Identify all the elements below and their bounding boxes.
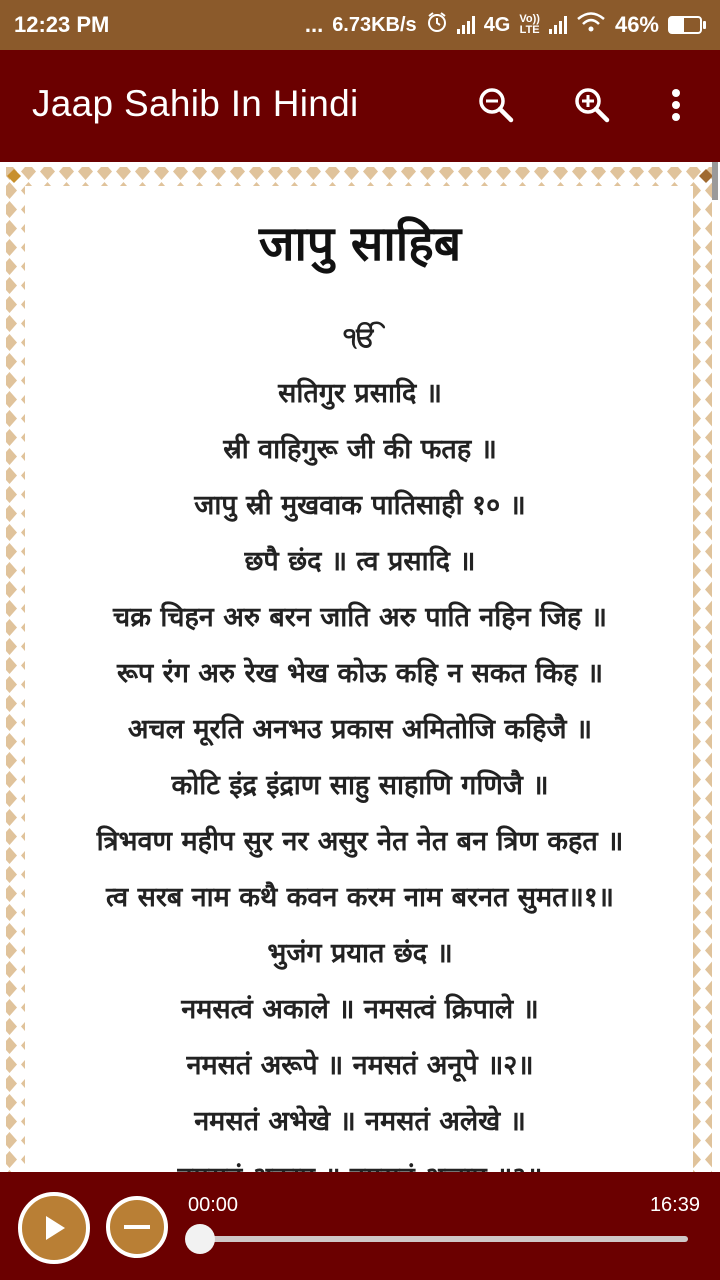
- verse-line: स्री वाहिगुरू जी की फतह ॥: [223, 434, 497, 465]
- play-button[interactable]: [18, 1192, 90, 1264]
- current-time: 00:00: [188, 1194, 239, 1216]
- battery-percent: 46%: [614, 12, 659, 37]
- verse-line: नमसत्वं अकाले ॥ नमसत्वं क्रिपाले ॥: [181, 994, 539, 1025]
- verse-line: रूप रंग अरु रेख भेख कोऊ कहि न सकत किह ॥: [116, 658, 604, 689]
- verse-line: कोटि इंद्र इंद्राण साहु साहाणि गणिजै ॥: [171, 770, 549, 801]
- play-icon: [39, 1213, 69, 1243]
- verse-line: त्रिभवण महीप सुर नर असुर नेत नेत बन त्रिण कहत ॥: [96, 826, 624, 857]
- wifi-icon: [576, 11, 606, 39]
- seek-bar[interactable]: [200, 1236, 688, 1242]
- verse-line: सतिगुर प्रसादि ॥: [278, 378, 442, 409]
- stop-button[interactable]: [106, 1196, 168, 1258]
- text-area: [24, 182, 696, 1206]
- verse-line: अचल मूरति अनभउ प्रकास अमितोजि कहिजै ॥: [127, 714, 593, 745]
- volte-badge: [519, 14, 540, 36]
- scrollbar[interactable]: [712, 162, 718, 200]
- verse-list: [24, 310, 696, 1206]
- verse-line: भुजंग प्रयात छंद ॥: [267, 938, 453, 969]
- more-dots: ...: [304, 12, 324, 37]
- status-time: 12:23 PM: [14, 12, 110, 37]
- volte-bottom: LTE: [519, 24, 540, 36]
- content-area[interactable]: [0, 162, 720, 1172]
- alarm-icon: [426, 11, 448, 39]
- network-speed: 6.73KB/s: [332, 13, 417, 36]
- network-type: 4G: [483, 13, 511, 36]
- status-bar: [0, 0, 720, 50]
- zoom-in-icon: [572, 85, 612, 125]
- verse-line: जापु स्री मुखवाक पातिसाही १० ॥: [194, 490, 526, 521]
- seek-thumb[interactable]: [185, 1224, 215, 1254]
- volte-top: Vo)): [519, 13, 540, 25]
- verse-line: चक्र चिहन अरु बरन जाति अरु पाति नहिन जिह ॥: [113, 602, 607, 633]
- app-bar: [0, 50, 720, 162]
- verse-line: नमसतं अभेखे ॥ नमसतं अलेखे ॥: [194, 1106, 526, 1137]
- battery-icon: [668, 16, 706, 34]
- zoom-out-button[interactable]: [471, 80, 521, 130]
- page-title: जापु साहिब: [258, 216, 462, 272]
- app-title: Jaap Sahib In Hindi: [32, 83, 359, 124]
- minus-icon: [123, 1213, 151, 1241]
- overflow-menu-button[interactable]: [651, 80, 701, 130]
- signal-icon: [457, 16, 475, 34]
- audio-player: [0, 1172, 720, 1280]
- verse-line: छपै छंद ॥ त्व प्रसादि ॥: [244, 546, 476, 577]
- status-indicators: [305, 11, 706, 39]
- ik-onkar-line: ੴ: [343, 322, 377, 353]
- verse-line: त्व सरब नाम कथै कवन करम नाम बरनत सुमत॥१॥: [106, 882, 614, 913]
- verse-line: नमसतं अरूपे ॥ नमसतं अनूपे ॥२॥: [186, 1050, 534, 1081]
- total-time: 16:39: [649, 1194, 700, 1216]
- zoom-out-icon: [476, 85, 516, 125]
- zoom-in-button[interactable]: [567, 80, 617, 130]
- more-vert-icon: [670, 85, 682, 125]
- signal-icon-2: [549, 16, 567, 34]
